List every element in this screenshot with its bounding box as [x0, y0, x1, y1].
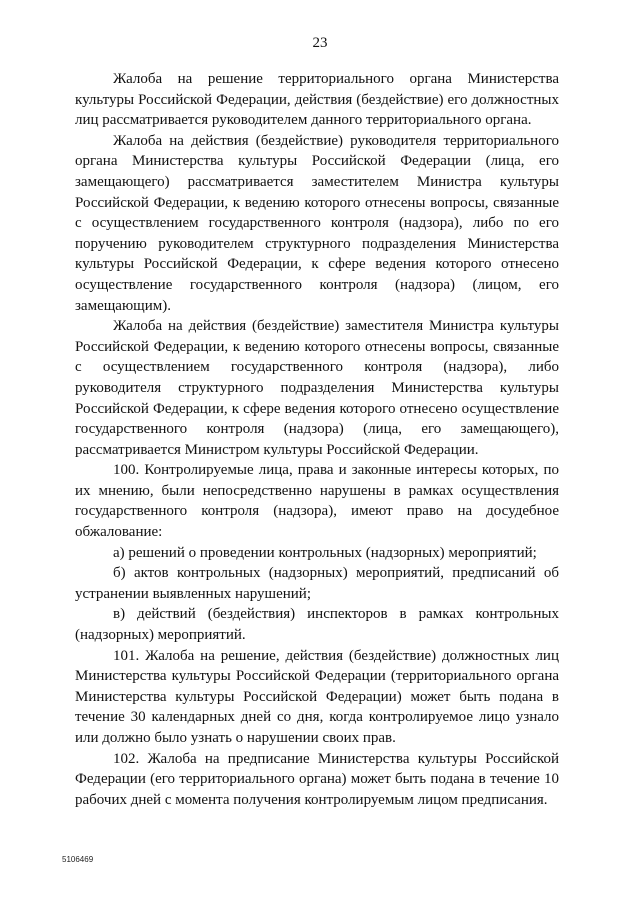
- paragraph-101: 101. Жалоба на решение, действия (бездействие) должностных лиц Министерства культуры Российской Федерации (территориального органа Министерства культуры Российской Федерации) может быть подана в течение 30 календарных дней со дня, когда контролируемое лицо узнало или должно было узнать о нарушении своих прав.: [75, 647, 559, 746]
- paragraph-head-of-territorial-body-complaint: Жалоба на действия (бездействие) руководителя территориального органа Министерства культуры Российской Федерации (лица, его замещающего) рассматривается заместителем Министра культуры Российской Федерации, к ведению которого отнесены вопросы, связанные с осуществлением государственного контроля (надзора), либо по его поручению руководителем структурного подразделения Министерства культуры Российской Федерации, к сфере ведения которого отнесено осуществление государственного контроля (надзора) (лицом, его замещающим).: [75, 132, 559, 314]
- paragraph-deputy-minister-complaint: Жалоба на действия (бездействие) заместителя Министра культуры Российской Федерации, к ведению которого отнесены вопросы, связанные с осуществлением государственного контроля (надзора), либо руководителя структурного подразделения Министерства культуры Российской Федерации, к сфере ведения которого отнесено осуществление государственного контроля (надзора) (лица, его замещающего), рассматривается Министром культуры Российской Федерации.: [75, 318, 559, 458]
- paragraph-100: 100. Контролируемые лица, права и законные интересы которых, по их мнению, были непосредственно нарушены в рамках осуществления государственного контроля (надзора), имеют право на досудебное обжалование:: [75, 462, 559, 541]
- document-body: [75, 69, 559, 810]
- list-item-a: а) решений о проведении контрольных (надзорных) мероприятий;: [113, 544, 537, 561]
- paragraph-territorial-body-complaint: Жалоба на решение территориального органа Министерства культуры Российской Федерации, действия (бездействие) его должностных лиц рассматривается руководителем данного территориального органа.: [75, 71, 559, 129]
- paragraph-102: 102. Жалоба на предписание Министерства культуры Российской Федерации (его территориального органа) может быть подана в течение 10 рабочих дней с момента получения контролируемым лицом предписания.: [75, 750, 559, 808]
- list-item-b: б) актов контрольных (надзорных) мероприятий, предписаний об устранении выявленных нарушений;: [75, 565, 559, 602]
- document-code: 5106469: [62, 855, 94, 864]
- list-item-v: в) действий (бездействия) инспекторов в рамках контрольных (надзорных) мероприятий.: [75, 606, 559, 644]
- page-number: 23: [312, 35, 328, 51]
